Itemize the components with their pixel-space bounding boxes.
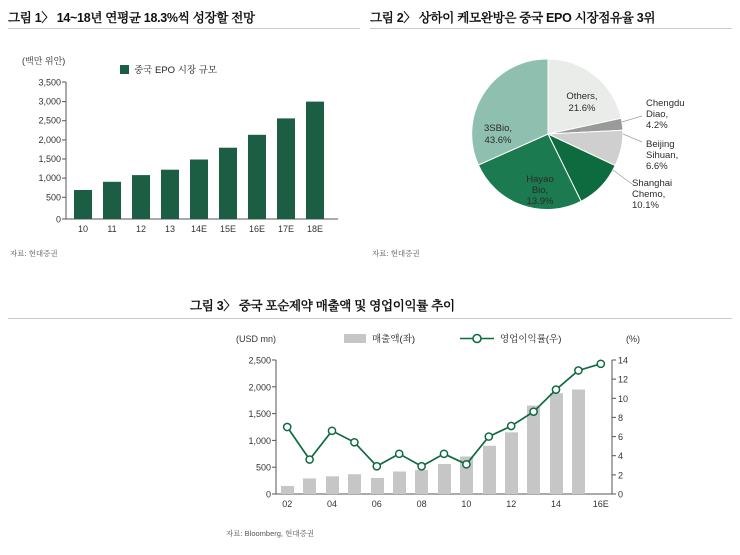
svg-text:17E: 17E <box>277 224 295 234</box>
svg-text:Chemo,: Chemo, <box>632 189 666 200</box>
figure-1-panel <box>8 8 360 260</box>
svg-text:11: 11 <box>107 224 117 234</box>
svg-text:14E: 14E <box>190 224 208 234</box>
figure-1-legend-label: 중국 EPO 시장 규모 <box>134 65 218 76</box>
figure-1-chart <box>8 74 360 244</box>
svg-text:3,000: 3,000 <box>38 96 61 107</box>
svg-text:Bio,: Bio, <box>531 185 549 196</box>
svg-text:매출액(좌): 매출액(좌) <box>372 334 416 345</box>
svg-text:13: 13 <box>164 224 176 234</box>
svg-text:2,000: 2,000 <box>38 134 61 145</box>
figure-3-unit-right: (%) <box>626 334 640 344</box>
svg-text:21.6%: 21.6% <box>568 103 596 114</box>
svg-text:10.1%: 10.1% <box>632 200 659 211</box>
figure-1-divider <box>8 28 360 29</box>
svg-text:Chengdu: Chengdu <box>646 98 685 109</box>
figure-1-source: 자료: 현대증권 <box>10 249 58 258</box>
svg-text:0: 0 <box>265 489 271 500</box>
svg-text:1,500: 1,500 <box>248 409 271 420</box>
svg-text:12: 12 <box>135 224 147 234</box>
svg-text:0: 0 <box>618 489 624 500</box>
svg-text:10: 10 <box>461 499 472 509</box>
svg-text:10: 10 <box>618 393 629 404</box>
figure-3-panel <box>8 296 732 546</box>
svg-text:18E: 18E <box>306 224 324 234</box>
svg-text:Diao,: Diao, <box>646 109 669 120</box>
figure-1-title: 그림 1〉 14~18년 연평균 18.3%씩 성장할 전망 <box>8 11 255 25</box>
figure-3-title: 그림 3〉 중국 포순제약 매출액 및 영업이익률 추이 <box>190 299 455 313</box>
svg-text:14: 14 <box>550 499 562 509</box>
legend-swatch-sales <box>120 65 129 74</box>
figure-2-source: 자료: 현대증권 <box>372 249 420 258</box>
svg-text:Hayao: Hayao <box>526 174 554 185</box>
figure-3-chart <box>8 326 732 526</box>
svg-text:Shanghai: Shanghai <box>632 178 673 189</box>
svg-text:Sihuan,: Sihuan, <box>646 150 679 161</box>
svg-text:2,000: 2,000 <box>248 382 271 393</box>
figure-3-xticks <box>282 499 609 509</box>
svg-text:8: 8 <box>618 412 624 423</box>
svg-text:06: 06 <box>371 499 382 509</box>
svg-text:2: 2 <box>618 470 624 481</box>
figure-2-chart <box>370 34 732 244</box>
svg-text:0: 0 <box>55 214 61 225</box>
svg-text:10: 10 <box>77 224 89 234</box>
svg-text:Others,: Others, <box>566 91 598 102</box>
figure-3-divider <box>8 318 732 319</box>
svg-text:1,500: 1,500 <box>38 154 61 164</box>
svg-text:15E: 15E <box>219 224 237 234</box>
figure-2-panel <box>370 8 732 260</box>
svg-text:43.6%: 43.6% <box>484 135 512 146</box>
svg-text:영업이익률(우): 영업이익률(우) <box>500 334 562 345</box>
svg-text:6: 6 <box>618 432 624 442</box>
figure-1-bars <box>74 102 324 219</box>
svg-text:12: 12 <box>506 499 517 509</box>
svg-text:14: 14 <box>618 355 629 366</box>
svg-text:Beijing: Beijing <box>646 139 675 150</box>
svg-text:2,500: 2,500 <box>248 355 271 366</box>
svg-text:6.6%: 6.6% <box>646 161 668 172</box>
svg-text:08: 08 <box>416 499 427 509</box>
svg-text:4: 4 <box>618 451 624 462</box>
svg-text:1,000: 1,000 <box>38 173 61 184</box>
svg-text:16E: 16E <box>592 499 609 509</box>
svg-text:500: 500 <box>255 462 271 473</box>
svg-text:16E: 16E <box>248 224 266 234</box>
svg-text:2,500: 2,500 <box>38 115 61 126</box>
svg-text:04: 04 <box>326 499 338 509</box>
figure-3-legend <box>344 333 561 345</box>
figure-3-source: 자료: Bloomberg, 현대증권 <box>226 529 315 538</box>
figure-1-unit-label: (백만 위안) <box>22 56 66 66</box>
svg-text:1,000: 1,000 <box>248 435 271 446</box>
figure-2-title: 그림 2〉 상하이 케모완방은 중국 EPO 시장점유율 3위 <box>370 11 656 25</box>
svg-text:500: 500 <box>45 192 61 203</box>
svg-text:02: 02 <box>282 499 293 509</box>
svg-text:13.9%: 13.9% <box>526 196 554 207</box>
svg-text:4.2%: 4.2% <box>646 120 668 131</box>
figure-3-unit-left: (USD mn) <box>236 334 276 344</box>
svg-text:12: 12 <box>618 374 629 385</box>
svg-text:3SBio,: 3SBio, <box>484 123 512 134</box>
figure-2-divider <box>370 28 732 29</box>
svg-text:3,500: 3,500 <box>38 77 61 88</box>
